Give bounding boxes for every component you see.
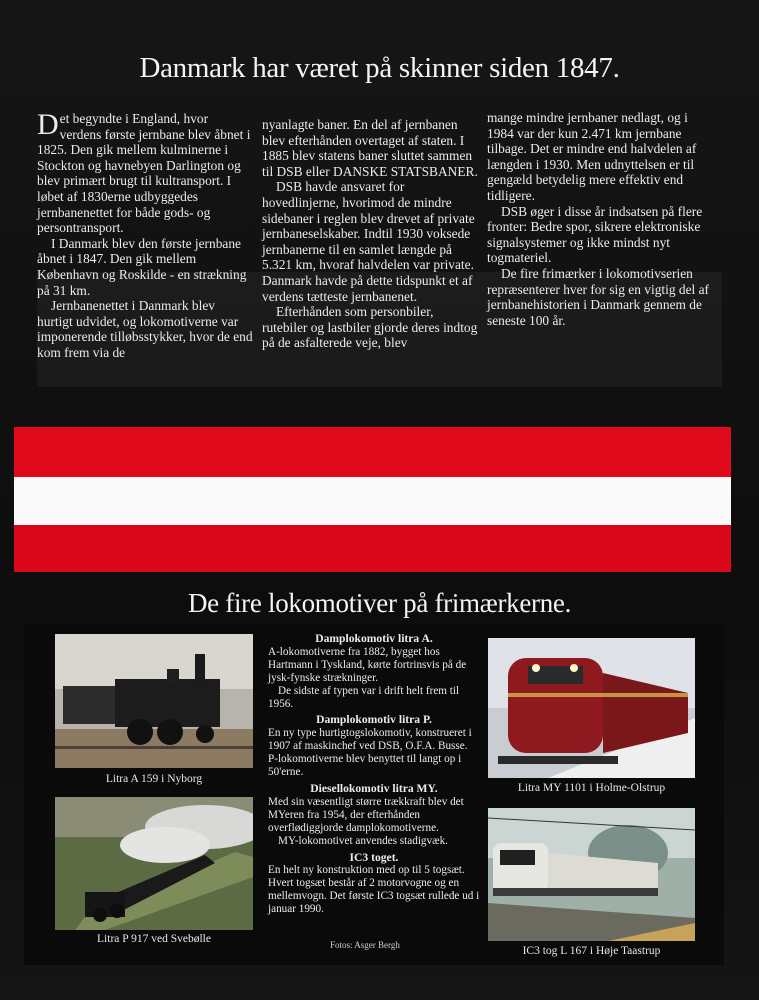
- flag-red-stripe: [14, 525, 731, 572]
- paragraph: De fire frimærker i lokomotivserien repræsenterer hver for sig en vigtig del af jernbanehistorien i Danmark gennem de seneste 100 år.: [487, 265, 709, 328]
- loco-heading: Diesellokomotiv litra MY.: [310, 781, 438, 795]
- loco-text: En ny type hurtigtogslokomotiv, konstrueret i 1907 af maskinchef ved DSB, O.F.A. Busse. P-lokomotiverne blev benyttet til langt op i 50'erne.: [268, 727, 472, 779]
- loco-text: En helt ny konstruktion med op til 5 togsæt. Hvert togsæt består af 2 motorvogne og en mellemvogn. Det første IC3 togsæt rullede ud i januar 1990.: [268, 864, 480, 916]
- loco-text: De sidste af typen var i drift helt frem til 1956.: [268, 684, 460, 710]
- steam-locomotive-a-photo: [55, 634, 253, 768]
- danish-flag-stripes: [14, 427, 731, 572]
- loco-text: Med sin væsentligt større trækkraft blev det MYeren fra 1954, der efterhånden overflødiggjorde damplokomotiverne.: [268, 795, 464, 834]
- loco-heading: Damplokomotiv litra P.: [316, 713, 432, 727]
- text-column-2: [262, 117, 480, 351]
- loco-text: MY-lokomotivet anvendes stadigvæk.: [278, 834, 448, 847]
- flag-white-stripe: [14, 477, 731, 525]
- locomotive-descriptions: [268, 633, 480, 920]
- text-column-3: [487, 110, 709, 328]
- paragraph: Efterhånden som personbiler, rutebiler og lastbiler gjorde deres indtog på de asfalterede veje, blev: [262, 304, 478, 351]
- steam-locomotive-p-photo: [55, 797, 253, 930]
- photo-credit: Fotos: Asger Bergh: [330, 940, 400, 950]
- paragraph: I Danmark blev den første jernbane åbnet i 1847. Den gik mellem København og Roskilde - en strækning på 31 km.: [37, 235, 247, 298]
- photo-caption: IC3 tog L 167 i Høje Taastrup: [522, 945, 661, 957]
- paragraph: nyanlagte baner. En del af jernbanen blev efterhånden overtaget af staten. I 1885 blev statens baner sluttet sammen til DSB eller DANSKE STATSBANER.: [262, 117, 478, 179]
- paragraph: DSB havde ansvaret for hovedlinjerne, hvorimod de mindre sidebaner i reglen blev drevet af private jernbaneselskaber. Indtil 1930 voksede jernbanerne til en samlet længde på 5.321 km, hvoraf halvdelen var private. Danmark havde på dette tidspunkt et af verdens tætteste jernbanenet.: [262, 179, 475, 304]
- loco-heading: IC3 toget.: [349, 850, 399, 864]
- paragraph: DSB øger i disse år indsatsen på flere fronter: Bedre spor, sikrere elektroniske signalsystemer og ikke mindst nyt togmateriel.: [487, 203, 703, 266]
- ic3-train-photo: [488, 808, 695, 941]
- paragraph: mange mindre jernbaner nedlagt, og i 1984 var der kun 2.471 km jernbane tilbage. Det er mindre end halvdelen af længden i 1930. Men udnyttelsen er til gengæld betydelig mere effektiv end tidligere.: [487, 110, 697, 203]
- photo-caption: Litra A 159 i Nyborg: [105, 773, 203, 785]
- paragraph: Jernbanenettet i Danmark blev hurtigt udvidet, og lokomotiverne var imponerende tilløbsstykker, hvor de end kom frem via de: [37, 298, 253, 360]
- photo-caption: Litra P 917 ved Svebølle: [97, 933, 211, 945]
- text-column-1: [37, 108, 253, 361]
- photo-caption: Litra MY 1101 i Holme-Olstrup: [517, 782, 666, 794]
- paragraph: Det begyndte i England, hvor verdens første jernbane blev åbnet i 1825. Den gik mellem kulminerne i Stockton og havnebyen Darlington og blev primært brugt til kultransport. I løbet af 1830erne udbyggedes jernbanenettet for både gods- og persontransport.: [37, 108, 251, 236]
- main-title: Danmark har været på skinner siden 1847.: [139, 52, 620, 84]
- section-title: De fire lokomotiver på frimærkerne.: [187, 588, 572, 618]
- diesel-locomotive-my-photo: [488, 638, 695, 778]
- loco-text: A-lokomotiverne fra 1882, bygget hos Hartmann i Tyskland, kørte fortrinsvis på de jysk-fynske strækninger.: [268, 645, 467, 684]
- loco-heading: Damplokomotiv litra A.: [315, 632, 433, 645]
- flag-red-stripe: [14, 427, 731, 477]
